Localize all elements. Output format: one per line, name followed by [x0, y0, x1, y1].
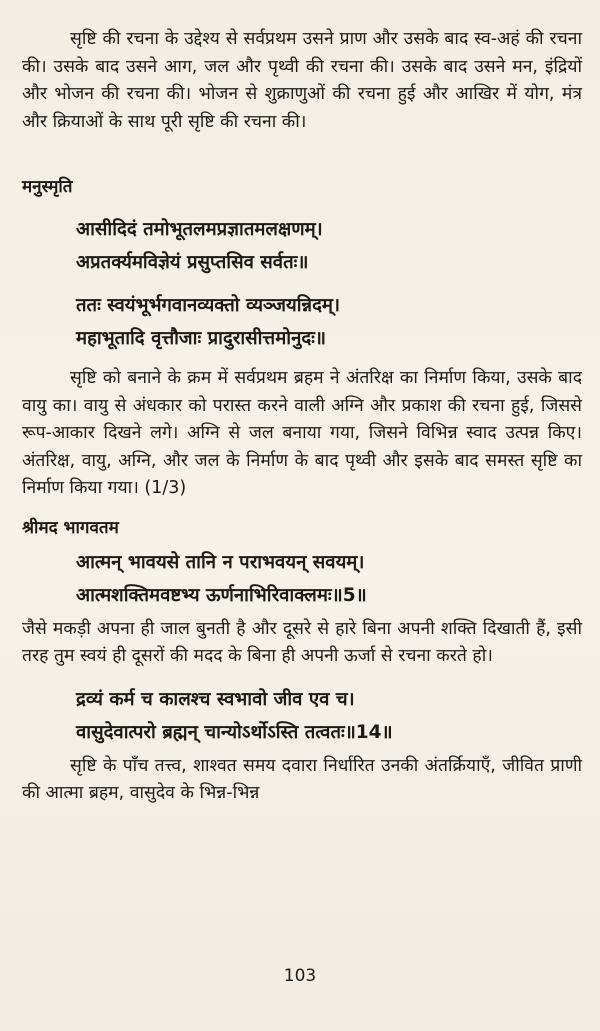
verse-line: महाभूतादि वृत्तौजाः प्रादुरासीत्तमोनुदः॥ — [76, 328, 326, 349]
heading-bhagavatam: श्रीमद भागवतम — [22, 517, 119, 538]
verse-line: वासुदेवात्परो ब्रह्मन् चान्योऽर्थोऽस्ति तत्वतः॥14॥ — [76, 721, 393, 743]
heading-manusmriti: मनुस्मृति — [22, 177, 73, 197]
paragraph-spider-analogy: जैसे मकड़ी अपना ही जाल बुनती है और दूसरे से हारे बिना अपनी शक्ति दिखाती हैं, इसी तरह तुम स्वयं ही दूसरों की मदद के बिना ही अपनी ऊर्जा से रचना करते हो। — [22, 618, 582, 666]
paragraph-five-elements: सृष्टि के पाँच तत्त्व, शाश्वत समय दवारा निर्धारित उनकी अंतर्क्रियाएँ, जीवित प्राणी की आत्मा ब्रहम, वासुदेव के भिन्न-भिन्न — [22, 755, 582, 803]
verse-line: आत्मन् भावयसे तानि न पराभवयन् सवयम्। — [76, 551, 365, 573]
verse-line: ततः स्वयंभूर्भगवानव्यक्तो व्यञ्जयन्निदम्। — [76, 295, 341, 316]
verse-block-manusmriti-1 — [22, 213, 582, 279]
page-content — [22, 26, 582, 808]
verse-block-manusmriti-2 — [22, 289, 582, 355]
verse-line: द्रव्यं कर्म च कालश्च स्वभावो जीव एव च। — [76, 688, 355, 710]
verse-line: अप्रतर्क्यमविज्ञेयं प्रसुप्तसिव सर्वतः॥ — [76, 252, 309, 273]
verse-line: आसीदिदं तमोभूतलमप्रज्ञातमलक्षणम्। — [76, 219, 323, 240]
page-number: 103 — [283, 966, 317, 986]
verse-block-bhagavatam-1 — [22, 546, 582, 612]
verse-block-bhagavatam-2 — [22, 683, 582, 749]
paragraph-creation-sequence: सृष्टि की रचना के उद्देश्य से सर्वप्रथम उसने प्राण और उसके बाद स्व-अहं की रचना की। उसके बाद उसने आग, जल और पृथ्वी की रचना की। उसके बाद उसने मन, इंद्रियों और भोजन की रचना की। भोजन से शुक्राणुओं की रचना हुई और आखिर में योग, मंत्र और क्रियाओं के साथ पूरी सृष्टि की रचना की। — [22, 29, 582, 132]
verse-line: आत्मशक्तिमवष्टभ्य ऊर्णनाभिरिवाक्लमः॥5॥ — [76, 584, 367, 606]
paragraph-manusmriti-explanation: सृष्टि को बनाने के क्रम में सर्वप्रथम ब्रहम ने अंतरिक्ष का निर्माण किया, उसके बाद वायु का। वायु से अंधकार को परास्त करने वाली अग्नि और प्रकाश की रचना हुई, जिससे रूप-आकार दिखने लगे। अग्नि से जल बनाया गया, जिसने विभिन्न स्वाद उत्पन्न किए। अंतरिक्ष, वायु, अग्नि, और जल के निर्माण के बाद पृथ्वी और इसके बाद समस्त सृष्टि का निर्माण किया गया। (1/3) — [22, 368, 582, 498]
